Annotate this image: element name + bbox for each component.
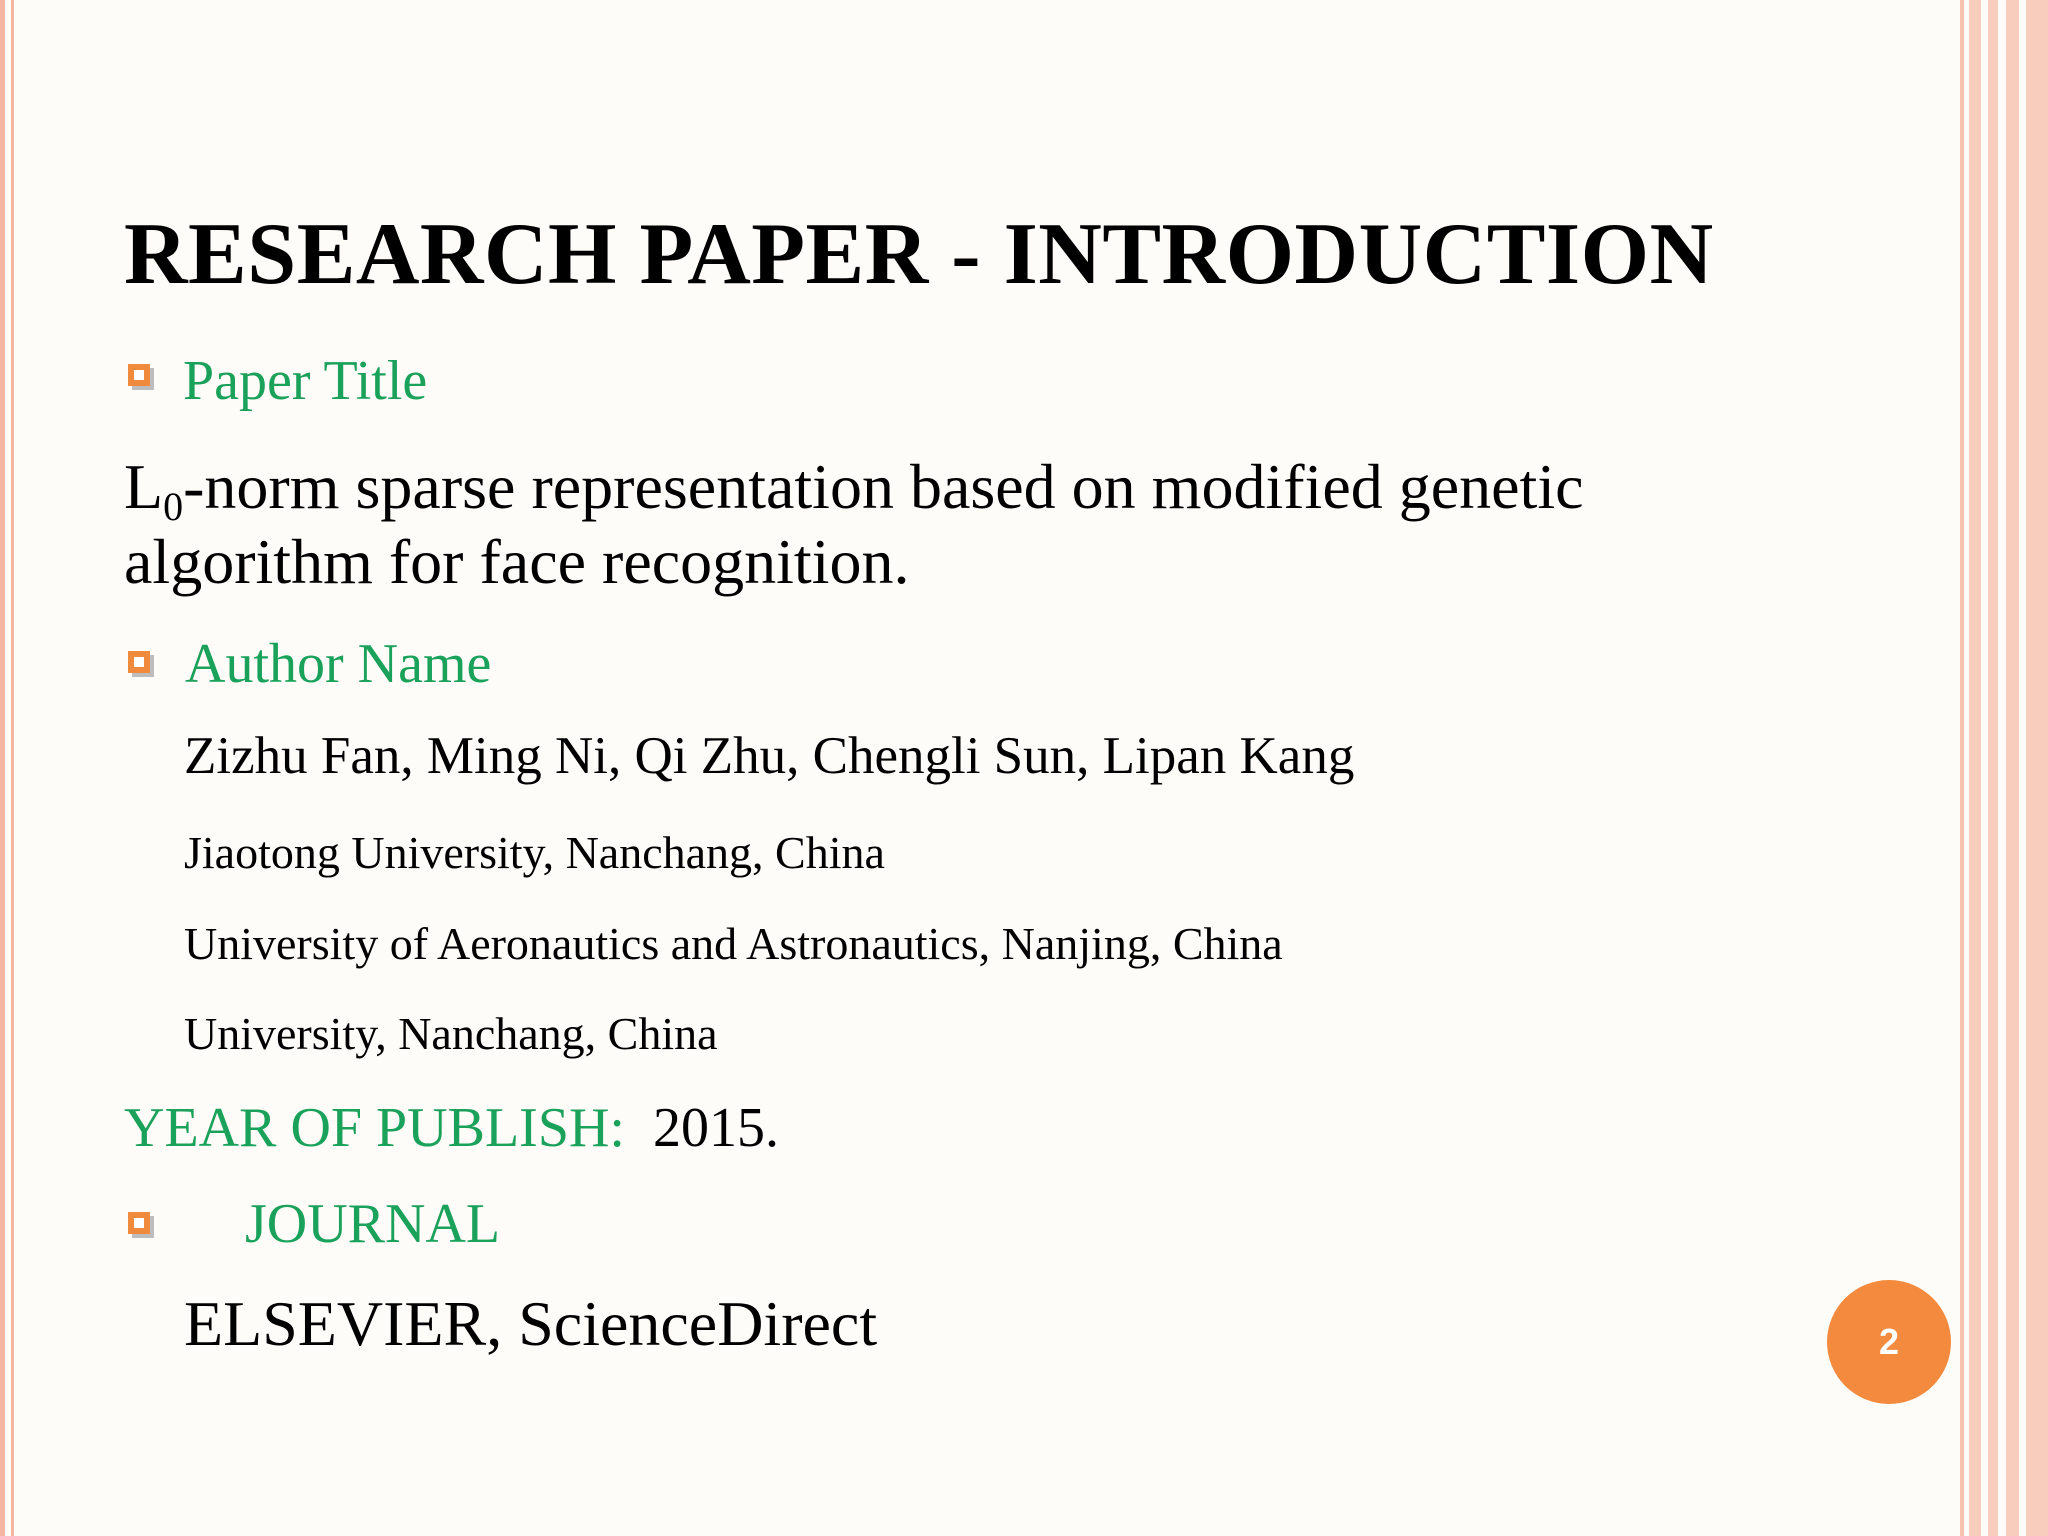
left-border-inner xyxy=(11,0,14,1536)
square-bullet-icon xyxy=(128,651,150,673)
right-border-line xyxy=(1960,0,1964,1536)
paper-title-prefix: L xyxy=(124,451,164,522)
right-border-stripe xyxy=(1988,0,1998,1536)
affiliation-1: Jiaotong University, Nanchang, China xyxy=(184,827,885,878)
slide-title: RESEARCH PAPER - INTRODUCTION xyxy=(124,206,1714,303)
right-border-stripe xyxy=(1969,0,1981,1536)
square-bullet-icon xyxy=(128,1212,150,1234)
year-value: 2015. xyxy=(652,1097,779,1159)
year-row xyxy=(124,1096,779,1160)
paper-title-line-2: algorithm for face recognition. xyxy=(124,526,910,597)
journal-value: ELSEVIER, ScienceDirect xyxy=(184,1288,878,1359)
year-label: YEAR OF PUBLISH: xyxy=(124,1097,625,1159)
paper-title-subscript: 0 xyxy=(163,484,184,529)
affiliation-2: University of Aeronautics and Astronautics, Nanjing, China xyxy=(184,918,1283,969)
right-border-stripe xyxy=(2006,0,2019,1536)
paper-title-label: Paper Title xyxy=(183,350,428,412)
author-label: Author Name xyxy=(185,633,492,695)
journal-label: JOURNAL xyxy=(245,1193,501,1255)
square-bullet-icon xyxy=(128,364,150,386)
affiliation-3: University, Nanchang, China xyxy=(184,1008,718,1059)
paper-title-line-1-rest: -norm sparse representation based on modified genetic xyxy=(183,451,1584,522)
paper-title-line-1 xyxy=(124,449,1584,529)
authors-list: Zizhu Fan, Ming Ni, Qi Zhu, Chengli Sun, Lipan Kang xyxy=(184,727,1355,785)
page-number-badge: 2 xyxy=(1827,1280,1951,1404)
left-border-outer xyxy=(0,0,5,1536)
right-border-stripe xyxy=(2026,0,2048,1536)
